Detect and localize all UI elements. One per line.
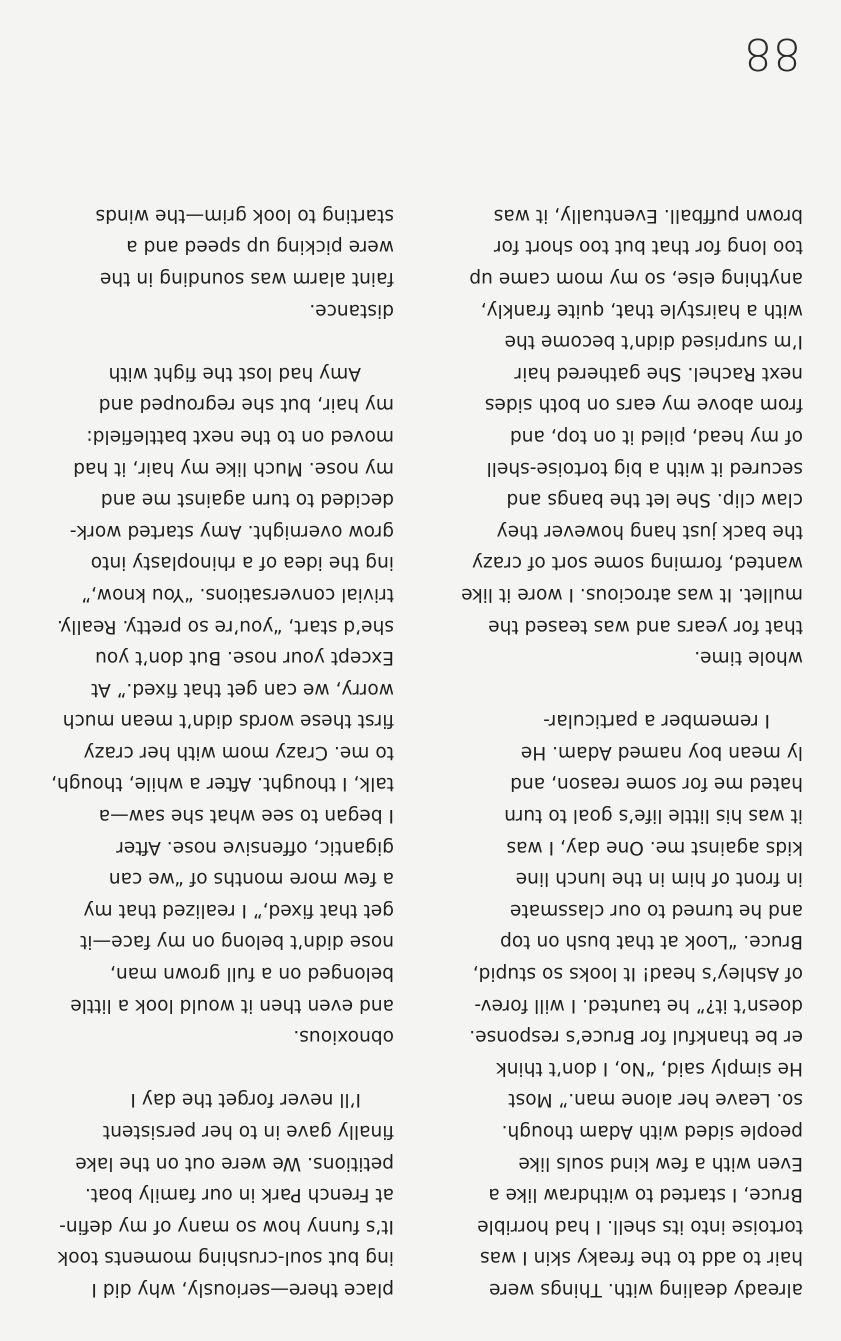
- paragraph: [0, 357, 394, 1052]
- text-line: Bruce. “Look at that bush on top: [500, 931, 803, 953]
- text-line: the back just hang however they: [496, 520, 803, 542]
- text-line: trivial conversations. “You know,”: [81, 583, 394, 605]
- text-line: it was his little life’s goal to turn: [504, 805, 803, 827]
- text-line: finally gave in to her persistent: [102, 1121, 394, 1143]
- text-line: to me. Crazy mom with her crazy: [83, 741, 394, 763]
- text-line: I remember a particular-: [543, 710, 770, 732]
- text-line: worry, we can get that fixed.” At: [91, 678, 394, 700]
- text-line: whole time.: [694, 647, 803, 669]
- text-line: Amy had lost the fight with: [108, 362, 361, 384]
- text-line: grow overnight. Amy started work-: [69, 520, 394, 542]
- text-line: nose didn’t belong on my face—it: [80, 931, 394, 953]
- paragraph: [0, 1084, 394, 1305]
- text-line: first these words didn’t mean much: [62, 710, 394, 732]
- paragraph: [0, 199, 394, 325]
- text-line: gigantic, offensive nose. After: [116, 836, 394, 858]
- text-line: It’s funny how so many of my defin-: [59, 1215, 394, 1237]
- text-line: obnoxious.: [293, 1026, 394, 1048]
- text-line: doesn’t it?” he taunted. I will forev-: [474, 994, 803, 1016]
- text-line: ing but soul-crushing moments took: [57, 1247, 394, 1269]
- text-line: people sided with Adam though.: [501, 1121, 803, 1143]
- text-line: Except your nose. But don’t you: [95, 647, 394, 669]
- text-line: from above my ears on both sides: [484, 394, 803, 416]
- text-line: next Rachel. She gathered hair: [514, 362, 803, 384]
- text-line: Bruce, I started to withdraw like a: [488, 1184, 803, 1206]
- text-line: I’ll never forget the day I: [130, 1089, 361, 1111]
- text-line: so. Leave her alone man.” Most: [508, 1089, 803, 1111]
- text-line: Even with a few kind souls like: [518, 1152, 803, 1174]
- text-line: distance.: [309, 299, 394, 321]
- text-line: place there—seriously, why did I: [91, 1279, 394, 1300]
- text-line: already dealing with. Things were: [489, 1279, 803, 1300]
- text-line: my hair, but she regrouped and: [98, 394, 394, 416]
- right-column: [0, 199, 394, 1305]
- text-line: too long for that but too short for: [493, 236, 803, 258]
- text-line: decided to turn against me and: [100, 489, 394, 511]
- text-line: claw clip. She let the bangs and: [506, 489, 803, 511]
- text-line: tortoise into its shell. I had horrible: [477, 1215, 803, 1237]
- text-line: she’d start, “you’re so pretty. Really.: [56, 615, 394, 637]
- text-line: brown puffball. Eventually, it was: [493, 204, 803, 226]
- text-line: mullet. It was atrocious. I wore it like: [461, 583, 803, 605]
- text-line: wanted, forming some sort of crazy: [471, 552, 803, 574]
- text-line: with a hairstyle that, quite frankly,: [480, 299, 803, 321]
- text-line: talk, I thought. After a while, though,: [51, 773, 394, 795]
- text-line: hair to add to the freaky skin I was: [479, 1247, 803, 1269]
- text-line: and even then it would look a little: [70, 994, 394, 1016]
- text-line: secured it with a big tortoise-shell: [486, 457, 803, 479]
- left-column: [408, 199, 803, 1305]
- text-line: er be thankful for Bruce’s response.: [469, 1026, 803, 1048]
- text-line: at French Park in our family boat.: [84, 1184, 394, 1206]
- text-line: that for years and was teased the: [488, 615, 803, 637]
- page-number: 88: [743, 28, 801, 79]
- text-line: anything else, so my mom came up: [469, 268, 803, 289]
- text-line: ly mean boy named Adam. He: [520, 741, 803, 763]
- text-line: get that fixed,” I realized that my: [83, 899, 394, 921]
- text-line: He simply said, “No, I don’t think: [495, 1057, 803, 1079]
- text-line: kids against me. One day, I was: [506, 836, 803, 858]
- text-line: I began to see what she saw—a: [98, 805, 394, 827]
- paragraph: [408, 705, 803, 1305]
- text-line: of Ashley’s head! It looks so stupid,: [472, 963, 803, 985]
- text-line: petitions. We were out on the lake: [75, 1152, 394, 1174]
- text-line: my nose. Much like my hair, it had: [73, 457, 394, 479]
- text-line: a few more months of “we can: [108, 868, 394, 890]
- text-line: ing the idea of a rhinoplasty into: [90, 552, 394, 574]
- paragraph: [408, 199, 803, 673]
- text-line: hated me for some reason, and: [510, 773, 803, 795]
- text-line: belonged on a full grown man,: [110, 963, 394, 985]
- text-line: of my head, piled it on top, and: [509, 425, 803, 447]
- text-line: faint alarm was sounding in the: [99, 268, 394, 289]
- text-line: I’m surprised didn’t become the: [504, 331, 803, 353]
- text-line: moved on to the next battlefield:: [86, 425, 394, 447]
- text-line: in front of him in the lunch line: [515, 868, 803, 890]
- text-line: and he turned to our classmate: [509, 899, 803, 921]
- text-line: were picking up speed and a: [126, 236, 394, 258]
- text-line: starting to look grim—the winds: [95, 204, 394, 226]
